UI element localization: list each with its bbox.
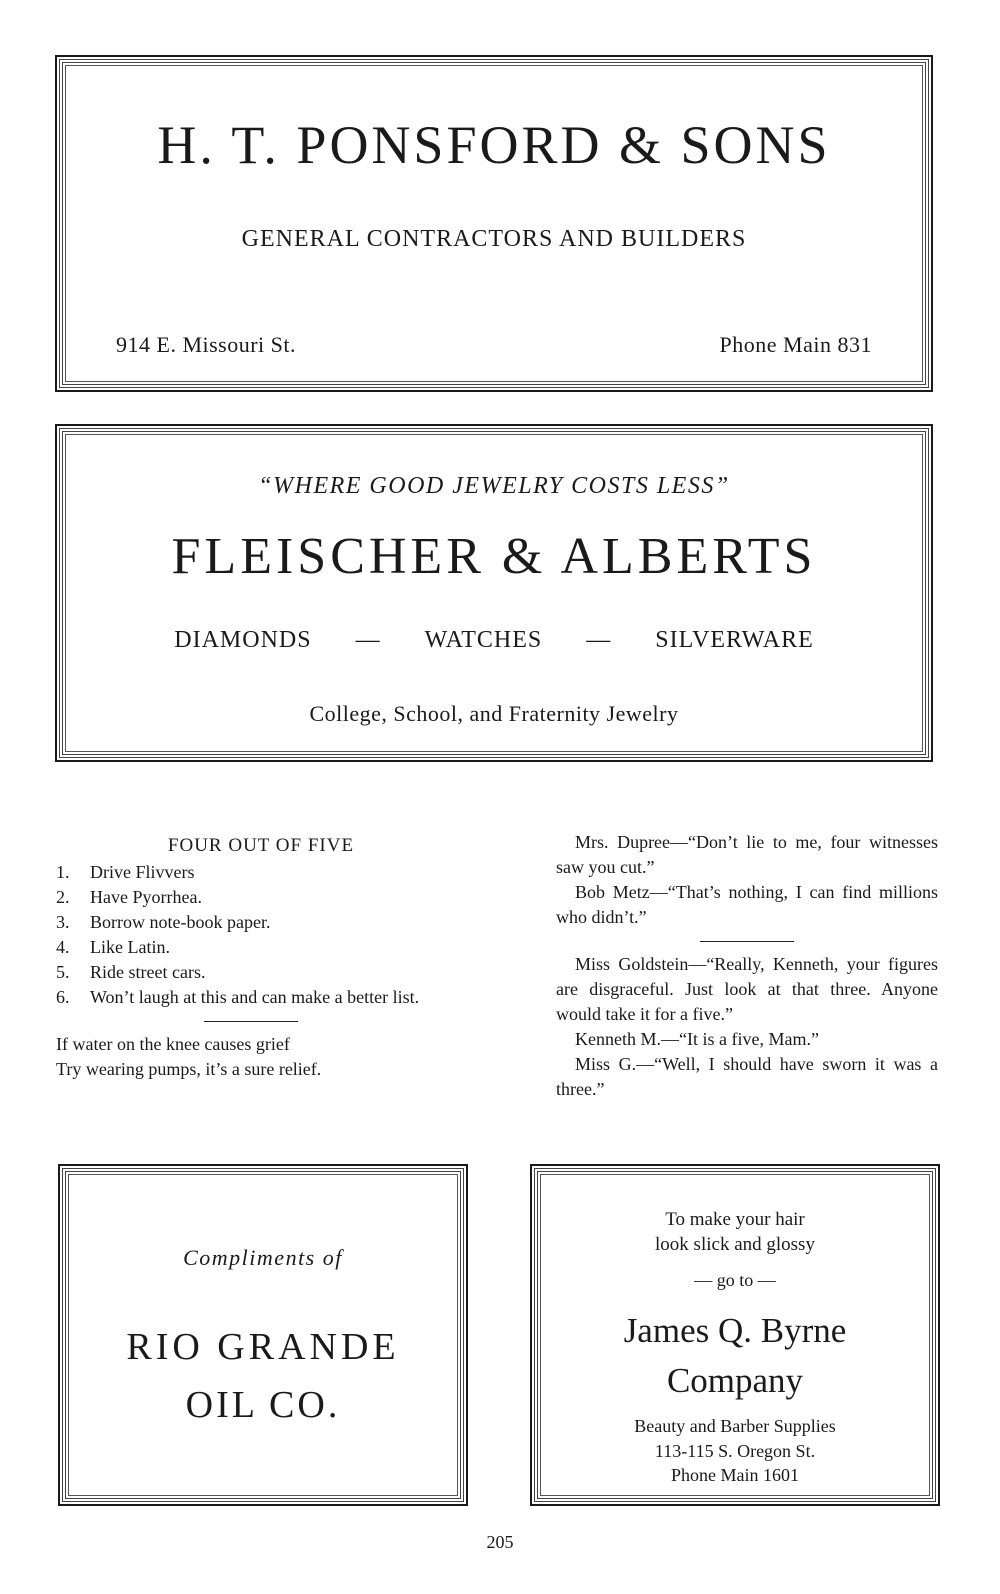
list-item xyxy=(56,960,446,985)
fleischer-items xyxy=(66,627,922,654)
list-text: Won’t laugh at this and can make a better list. xyxy=(90,987,420,1007)
list-item xyxy=(56,860,446,885)
byrne-address: 113-115 S. Oregon St. xyxy=(654,1441,816,1461)
rhyme-line: If water on the knee causes grief xyxy=(56,1034,290,1054)
list-text: Drive Flivvers xyxy=(90,862,195,882)
ad-inner-border xyxy=(68,1174,458,1496)
list-text: Borrow note-book paper. xyxy=(90,912,271,932)
ponsford-title: H. T. PONSFORD & SONS xyxy=(157,115,831,175)
page-number: 205 xyxy=(486,1532,514,1552)
item-dash: — xyxy=(355,627,381,653)
list-number: 4. xyxy=(56,937,70,957)
left-column xyxy=(56,833,446,1082)
byrne-company-name: James Q. Byrne xyxy=(623,1311,847,1350)
list-item xyxy=(56,935,446,960)
byrne-intro-line: To make your hair xyxy=(665,1209,805,1230)
joke-line: Mrs. Dupree—“Don’t lie to me, four witnesses saw you cut.” xyxy=(556,832,938,877)
byrne-phone: Phone Main 1601 xyxy=(671,1465,799,1485)
joke-line: Miss G.—“Well, I should have sworn it was a three.” xyxy=(556,1054,938,1099)
list-text: Have Pyorrhea. xyxy=(90,887,202,907)
ponsford-phone: Phone Main 831 xyxy=(719,332,872,357)
divider-rule xyxy=(700,941,794,942)
item-silverware: SILVERWARE xyxy=(655,627,814,653)
ponsford-ad xyxy=(55,55,933,392)
byrne-company-name-line2: Company xyxy=(666,1361,804,1400)
ad-inner-border xyxy=(65,434,923,752)
byrne-intro-line: look slick and glossy xyxy=(655,1234,815,1255)
list-item xyxy=(56,910,446,935)
fleischer-ad xyxy=(55,424,933,762)
list-number: 5. xyxy=(56,962,70,982)
fleischer-title: FLEISCHER & ALBERTS xyxy=(171,528,817,585)
fleischer-slogan: “WHERE GOOD JEWELRY COSTS LESS” xyxy=(258,473,730,499)
list-number: 3. xyxy=(56,912,70,932)
byrne-ad xyxy=(530,1164,940,1506)
right-column xyxy=(556,830,938,1102)
rio-grande-name: RIO GRANDE xyxy=(126,1326,400,1368)
byrne-goto: — go to — xyxy=(694,1270,776,1290)
fleischer-tagline: College, School, and Fraternity Jewelry xyxy=(309,701,679,726)
rio-grande-ad xyxy=(58,1164,468,1506)
joke-line: Kenneth M.—“It is a five, Mam.” xyxy=(575,1029,819,1049)
joke-line: Miss Goldstein—“Really, Kenneth, your figures are disgraceful. Just look at that three. Anyone would take it for a five.” xyxy=(556,954,938,1024)
list-heading: FOUR OUT OF FIVE xyxy=(167,835,355,856)
ad-inner-border xyxy=(65,65,923,382)
ponsford-subtitle: GENERAL CONTRACTORS AND BUILDERS xyxy=(241,226,747,252)
list-number: 6. xyxy=(56,987,70,1007)
item-dash: — xyxy=(586,627,612,653)
item-diamonds: DIAMONDS xyxy=(174,627,312,653)
joke-line: Bob Metz—“That’s nothing, I can find millions who didn’t.” xyxy=(556,882,938,927)
list-number: 1. xyxy=(56,862,70,882)
list-item xyxy=(56,885,446,910)
list-item xyxy=(56,985,446,1010)
list-text: Ride street cars. xyxy=(90,962,206,982)
compliments-text: Compliments of xyxy=(183,1245,343,1270)
list-text: Like Latin. xyxy=(90,937,170,957)
byrne-supplies: Beauty and Barber Supplies xyxy=(634,1416,836,1436)
rio-grande-name-line2: OIL CO. xyxy=(185,1384,341,1426)
ad-inner-border xyxy=(540,1174,930,1496)
list-number: 2. xyxy=(56,887,70,907)
rhyme-line: Try wearing pumps, it’s a sure relief. xyxy=(56,1059,322,1079)
divider-rule xyxy=(204,1021,298,1022)
ponsford-address: 914 E. Missouri St. xyxy=(116,332,297,357)
item-watches: WATCHES xyxy=(424,627,543,653)
